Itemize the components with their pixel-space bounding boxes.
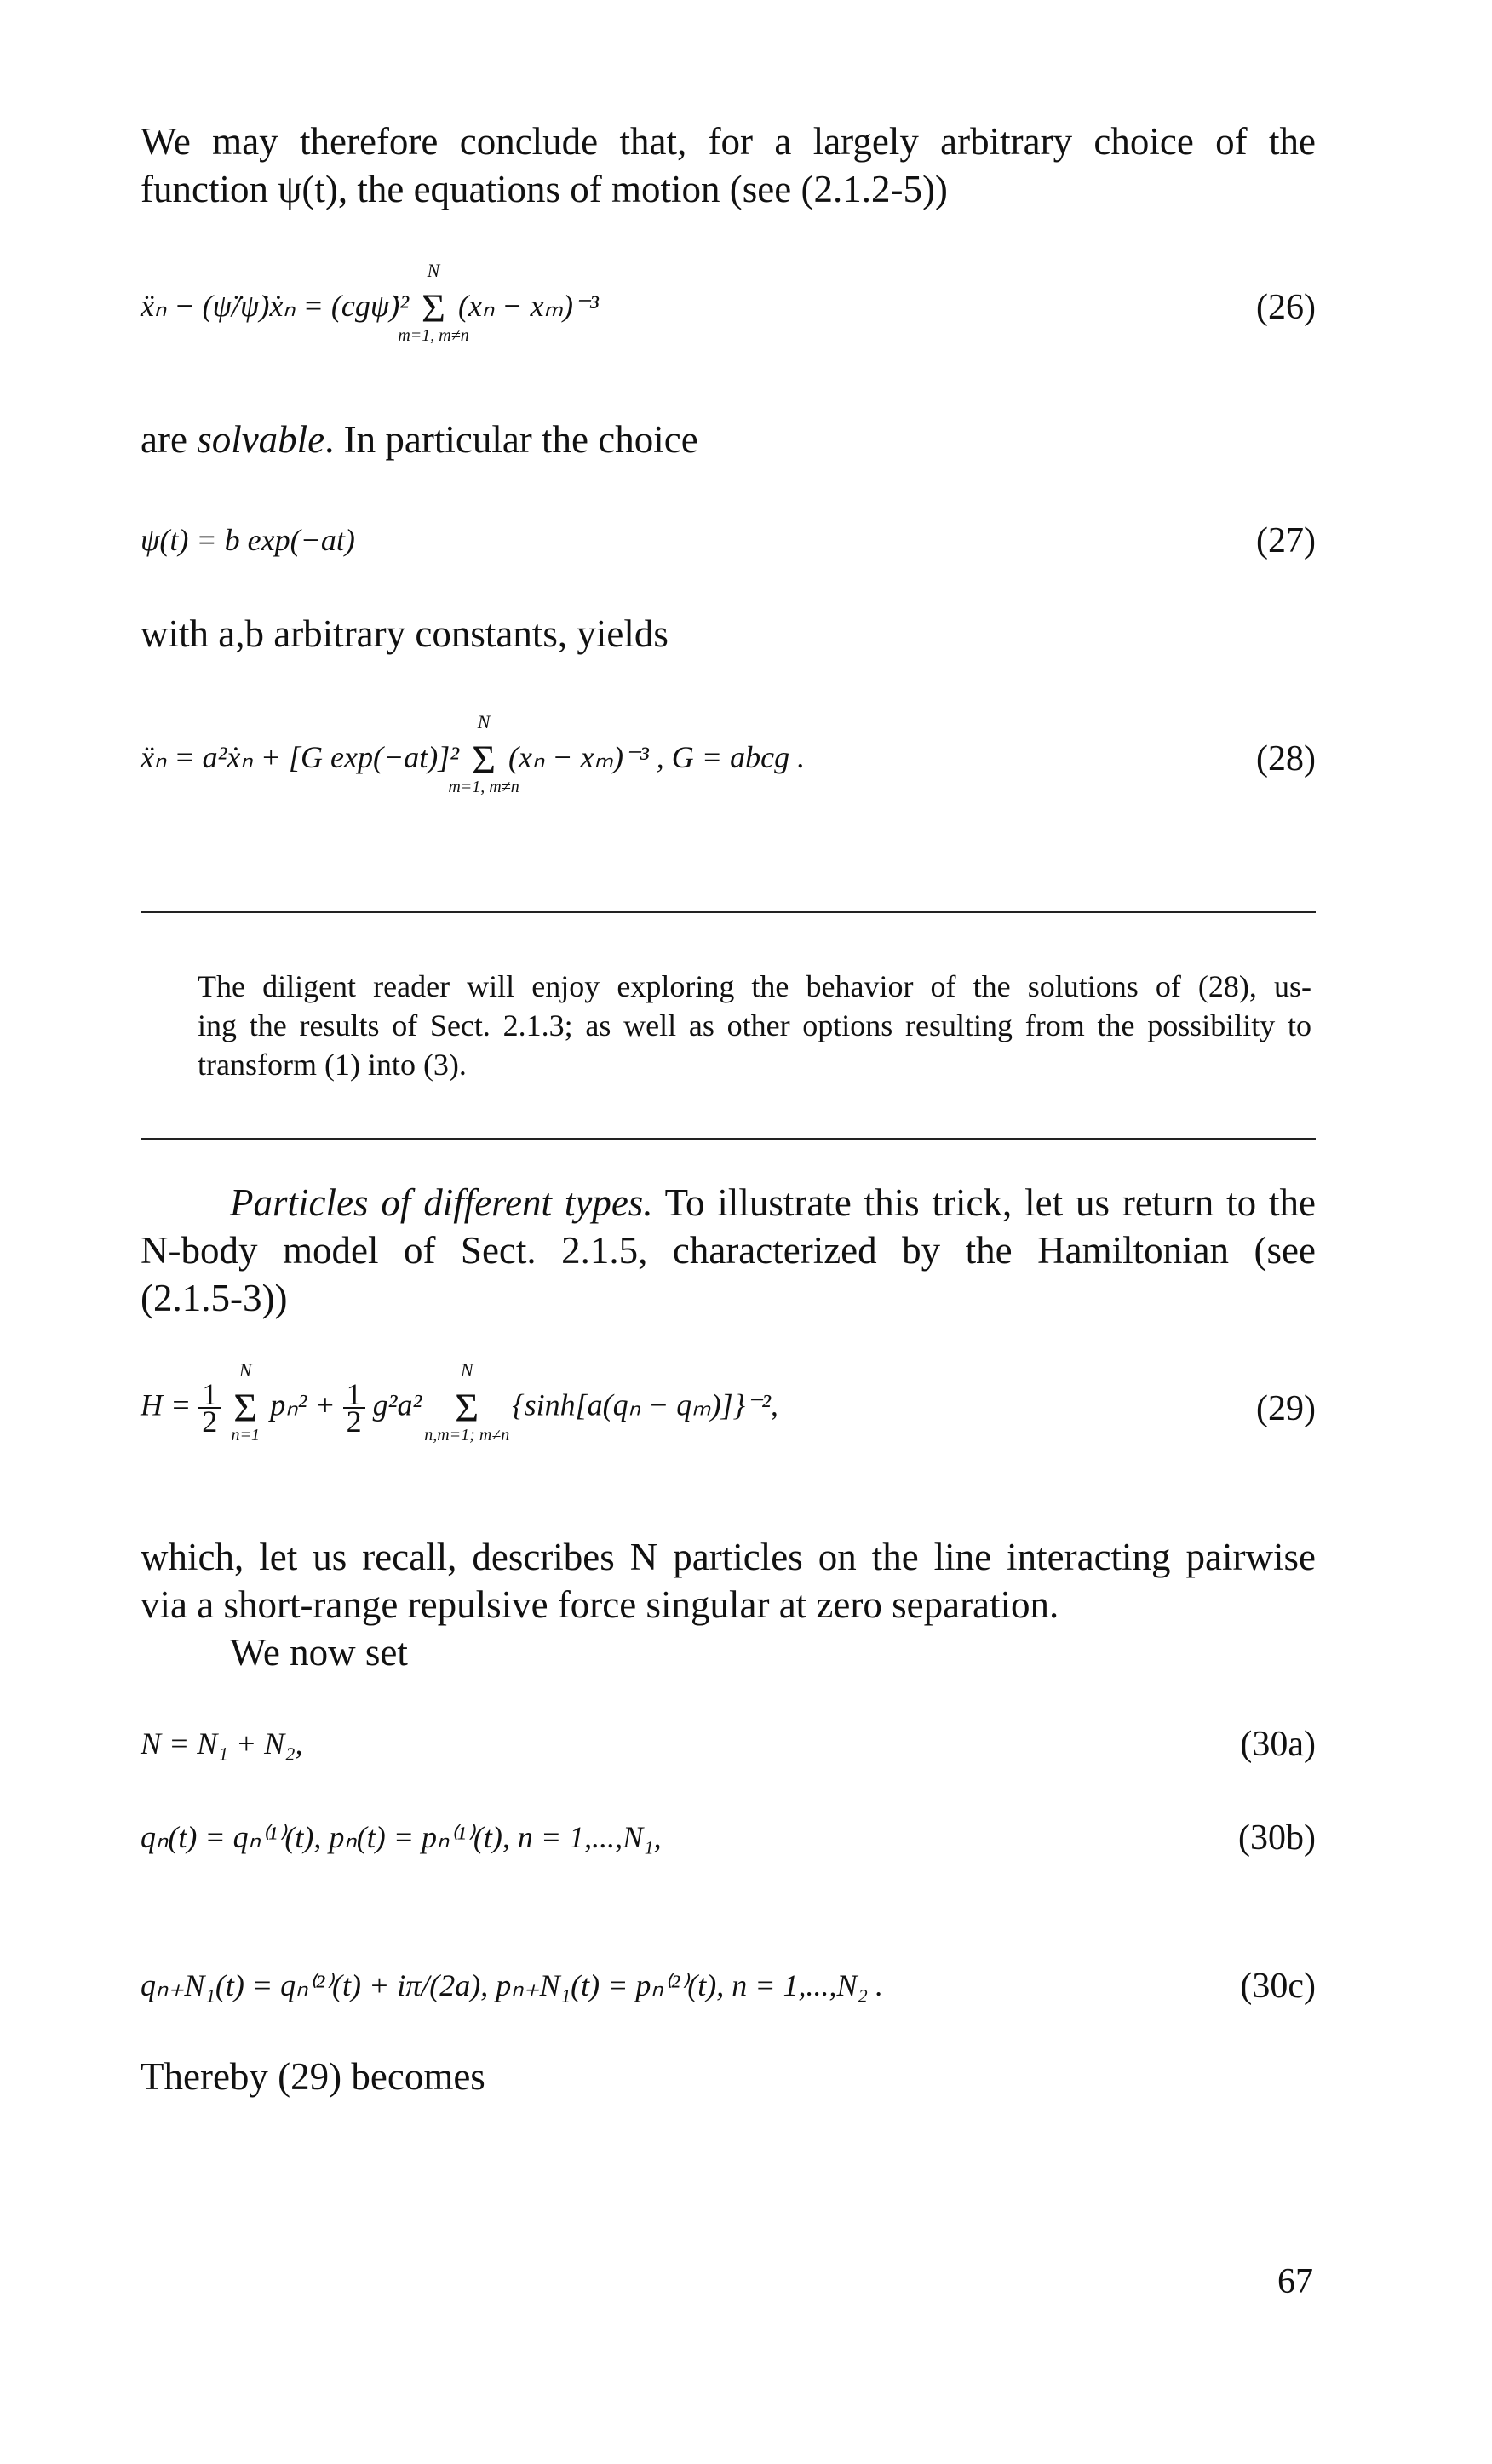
sigma-icon: Σ (233, 1385, 258, 1431)
numerator: 1 (198, 1381, 221, 1409)
text-line: with a,b arbitrary constants, yields (141, 612, 669, 655)
equation-26 (141, 260, 1316, 370)
divider-bottom (141, 1138, 1316, 1140)
text-line: via a short-range repulsive force singular at zero separation. (141, 1583, 1059, 1626)
equation-29 (141, 1358, 1316, 1473)
equation-27 (141, 515, 1316, 575)
sum-upper-limit: N (238, 1358, 252, 1381)
paragraph-particles (141, 1179, 1316, 1322)
sum-lower-limit: n=1 (231, 1425, 261, 1445)
summation (398, 260, 469, 345)
denominator: 2 (202, 1404, 218, 1439)
eq28-rhs: (xₙ − xₘ)⁻³ , G = abcg . (508, 739, 806, 774)
eq30b-body: qₙ(t) = qₙ⁽¹⁾(t), pₙ(t) = pₙ⁽¹⁾(t), n = 1,...,N₁, (141, 1820, 662, 1854)
page-number: 67 (1277, 2262, 1313, 2301)
summation (231, 1358, 261, 1445)
note-line: transform (1) into (3). (198, 1048, 467, 1082)
equation-30b (141, 1812, 1316, 1872)
sum-lower-limit: n,m=1; m≠n (424, 1425, 510, 1445)
text-line (141, 416, 1316, 463)
equation-28 (141, 711, 1316, 822)
text-line: We now set (230, 1631, 408, 1674)
sum-upper-limit: N (477, 711, 491, 732)
text-line: N-body model of Sect. 2.1.5, characterized by the Hamiltonian (see (141, 1229, 1316, 1272)
equation-30a (141, 1719, 1316, 1778)
paragraph-thereby (141, 2053, 1316, 2100)
sigma-icon: Σ (472, 738, 496, 783)
fraction-half (343, 1377, 365, 1439)
eq27-body: ψ(t) = b exp(−at) (141, 523, 355, 557)
equation-30c (141, 1959, 1316, 2019)
eq30a-body: N = N₁ + N₂, (141, 1726, 303, 1760)
numerator: 1 (343, 1381, 365, 1409)
eq26-rhs: (xₙ − xₘ)⁻³ (457, 288, 599, 323)
text-line: function ψ(t), the equations of motion (see (2.1.2-5)) (141, 168, 948, 210)
text-span: To illustrate this trick, let us return to the (652, 1181, 1316, 1224)
reader-note (198, 967, 1311, 1084)
text-line: which, let us recall, describes N particles on the line interacting pairwise (141, 1536, 1316, 1578)
sum-upper-limit: N (427, 260, 440, 281)
equation-number: (30b) (1238, 1818, 1316, 1858)
note-line: ing the results of Sect. 2.1.3; as well as other options resulting from the possibility to (198, 1008, 1311, 1042)
divider-top (141, 911, 1316, 913)
paragraph-solvable (141, 416, 1316, 463)
equation-number: (28) (1256, 739, 1316, 778)
text-line: (2.1.5-3)) (141, 1277, 288, 1319)
text-line: Thereby (29) becomes (141, 2055, 485, 2098)
equation-number: (30a) (1240, 1725, 1316, 1764)
sum-lower-limit: m=1, m≠n (398, 326, 469, 345)
text-span: . In particular the choice (324, 418, 698, 461)
text-line (141, 1179, 1316, 1226)
eq30c-body: qₙ₊N₁(t) = qₙ⁽²⁾(t) + iπ/(2a), pₙ₊N₁(t) = pₙ⁽²⁾(t), n = 1,...,N₂ . (141, 1968, 884, 2002)
emphasis-text: solvable (197, 418, 325, 461)
sum-lower-limit: m=1, m≠n (448, 778, 519, 796)
text-line: We may therefore conclude that, for a largely arbitrary choice of the (141, 120, 1316, 163)
sum-upper-limit: N (460, 1358, 473, 1381)
denominator: 2 (346, 1404, 362, 1439)
eq29-h: H = (141, 1387, 192, 1422)
equation-number: (26) (1256, 288, 1316, 327)
summation (424, 1358, 510, 1445)
eq28-lhs: ẍₙ = a²ẋₙ + [G exp(−at)]² (141, 739, 460, 774)
paragraph-constants (141, 610, 1316, 658)
paragraph-intro (141, 118, 1316, 213)
text-span: are (141, 418, 198, 461)
paragraph-recall (141, 1533, 1316, 1676)
equation-number: (27) (1256, 521, 1316, 560)
note-line: The diligent reader will enjoy exploring the behavior of the solutions of (28), us- (198, 969, 1311, 1003)
eq29-coupling: g²a² (372, 1387, 422, 1422)
eq29-rhs: {sinh[a(qₙ − qₘ)]}⁻², (512, 1387, 778, 1422)
equation-number: (30c) (1240, 1967, 1316, 2006)
sigma-icon: Σ (455, 1385, 479, 1431)
eq29-momentum: pₙ² + (270, 1387, 336, 1422)
summation (448, 711, 519, 796)
sigma-icon: Σ (422, 286, 445, 331)
section-heading: Particles of different types. (230, 1181, 653, 1224)
eq26-lhs: ẍₙ − (ψ̈/ψ̇)ẋₙ = (cgψ̇)² (141, 288, 410, 323)
equation-number: (29) (1256, 1389, 1316, 1428)
